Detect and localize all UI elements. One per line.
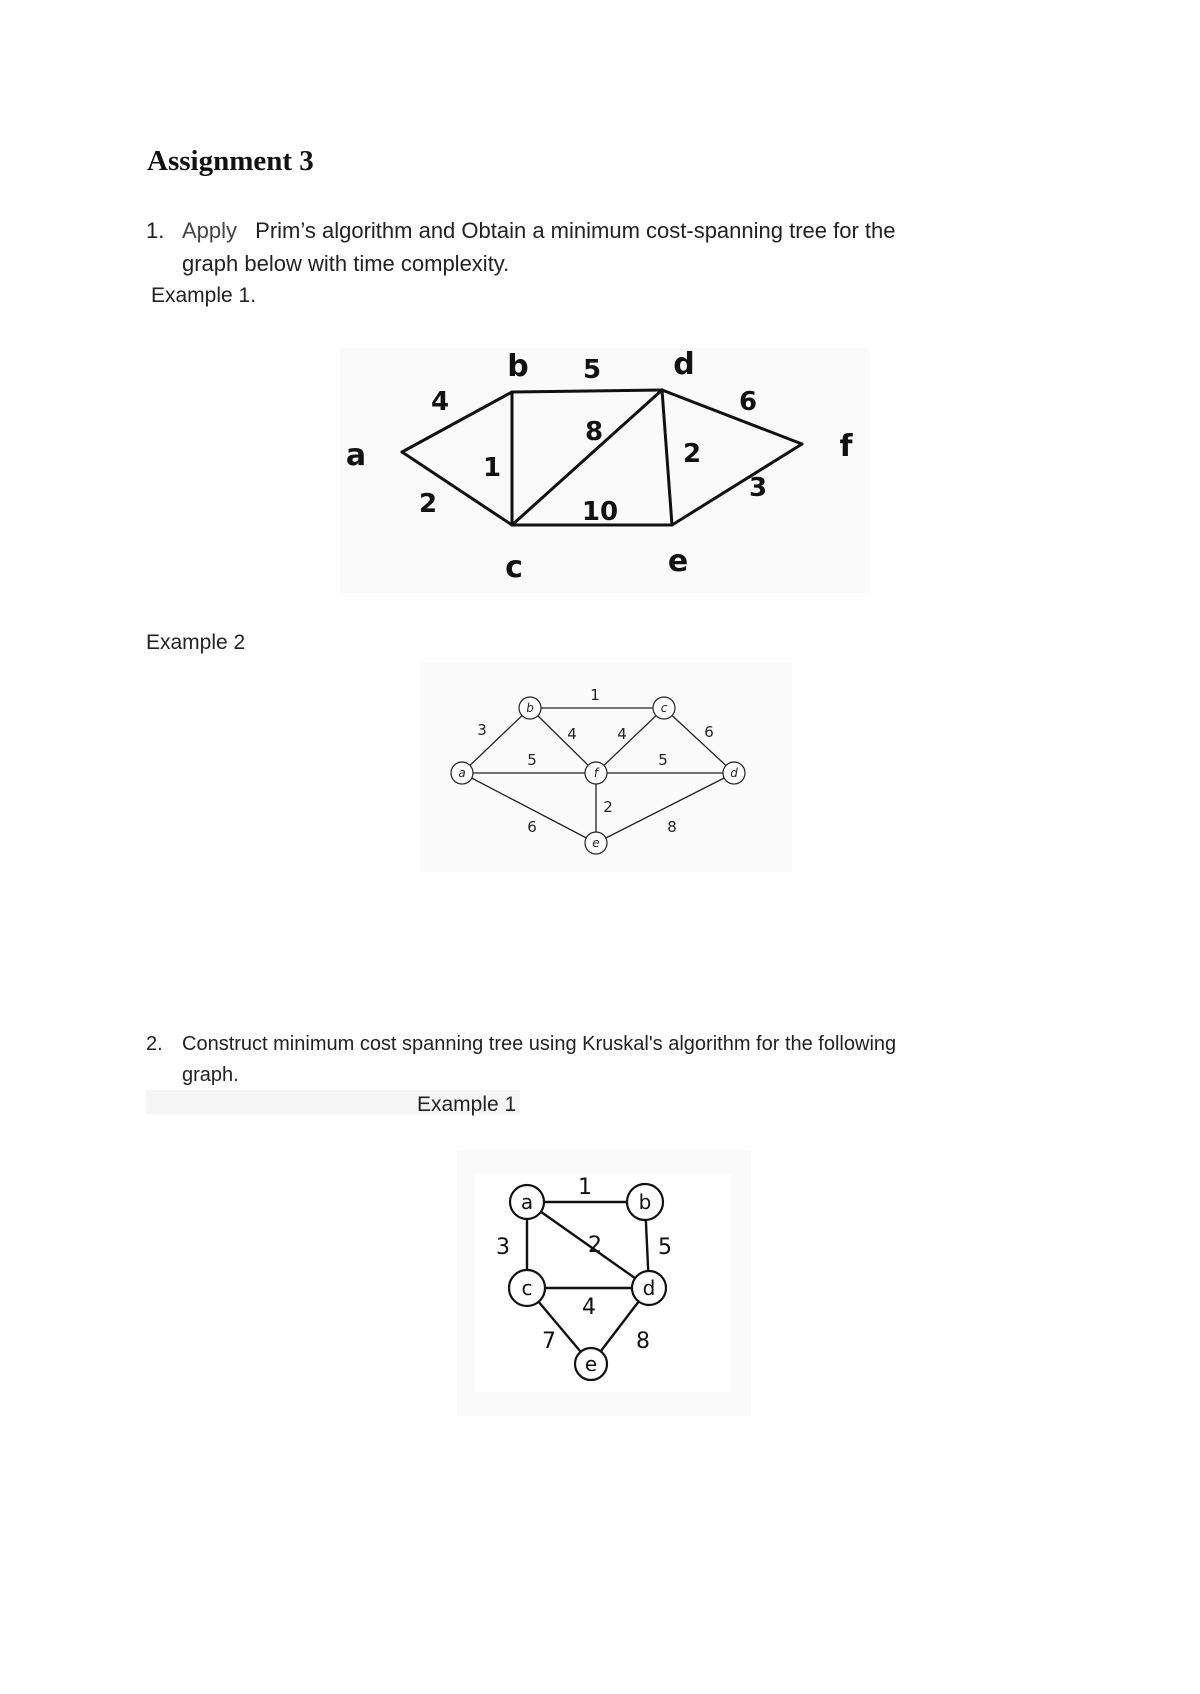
weight-ed: 8 [667,818,677,836]
question-2 [146,1029,897,1091]
node-label-e: e [667,544,689,579]
weight-ce: 7 [542,1329,556,1354]
node-label-a: a [345,438,367,473]
weight-de: 2 [682,439,702,469]
question-2-text: Construct minimum cost spanning tree using Kruskal's algorithm for the following [182,1033,897,1055]
node-label-f: f [593,766,599,780]
weight-bc: 1 [590,686,600,704]
node-label-a: a [520,1190,534,1214]
weight-ab: 1 [578,1175,592,1200]
weight-fe: 2 [603,798,613,816]
question-1-text: Prim’s algorithm and Obtain a minimum cost-spanning tree for the [255,218,896,243]
weight-df: 6 [738,387,758,417]
weight-af: 5 [527,751,537,769]
node-label-d: d [730,766,738,780]
page-title: Assignment 3 [147,145,314,177]
question-2-number: 2. [146,1033,163,1055]
weight-ce: 10 [581,497,619,527]
node-label-d: d [673,348,695,382]
weight-fd: 5 [658,751,668,769]
graph-figure-1 [340,348,870,593]
example-1-kruskal-label: Example 1 [417,1093,517,1116]
weight-cd: 6 [704,723,714,741]
weight-cd: 8 [584,417,604,447]
weight-bd: 5 [658,1235,672,1260]
weight-bc: 1 [482,453,502,483]
edge-b-d [512,390,662,392]
question-1 [146,214,896,280]
node-label-a: a [458,766,466,780]
weight-bf: 4 [567,725,577,743]
node-label-c: c [505,550,523,585]
weight-de: 8 [636,1329,650,1354]
weight-cd: 4 [582,1295,596,1320]
node-label-e: e [592,836,600,850]
graph-figure-2 [420,662,792,872]
node-label-d: d [642,1276,656,1300]
node-label-c: c [660,701,668,715]
node-label-b: b [507,349,529,384]
question-1-lead: Apply [182,218,238,243]
question-2-text-line2: graph. [182,1064,239,1086]
weight-ef: 3 [748,473,768,503]
node-label-b: b [526,701,534,715]
node-label-b: b [638,1190,652,1214]
weight-ac: 3 [496,1235,510,1260]
weight-ab: 4 [430,387,450,417]
weight-ab: 3 [477,721,487,739]
example-1-label: Example 1. [151,284,257,307]
node-label-c: c [521,1276,533,1300]
weight-ad: 2 [588,1233,602,1258]
weight-bd: 5 [582,355,602,385]
graph-figure-3 [457,1150,751,1416]
weight-cf: 4 [617,725,627,743]
weight-ae: 6 [527,818,537,836]
node-label-f: f [839,429,853,464]
example-2-label: Example 2 [146,631,246,654]
weight-ac: 2 [418,489,438,519]
node-label-e: e [584,1352,598,1376]
question-1-text-line2: graph below with time complexity. [182,251,510,276]
question-1-number: 1. [146,218,165,243]
